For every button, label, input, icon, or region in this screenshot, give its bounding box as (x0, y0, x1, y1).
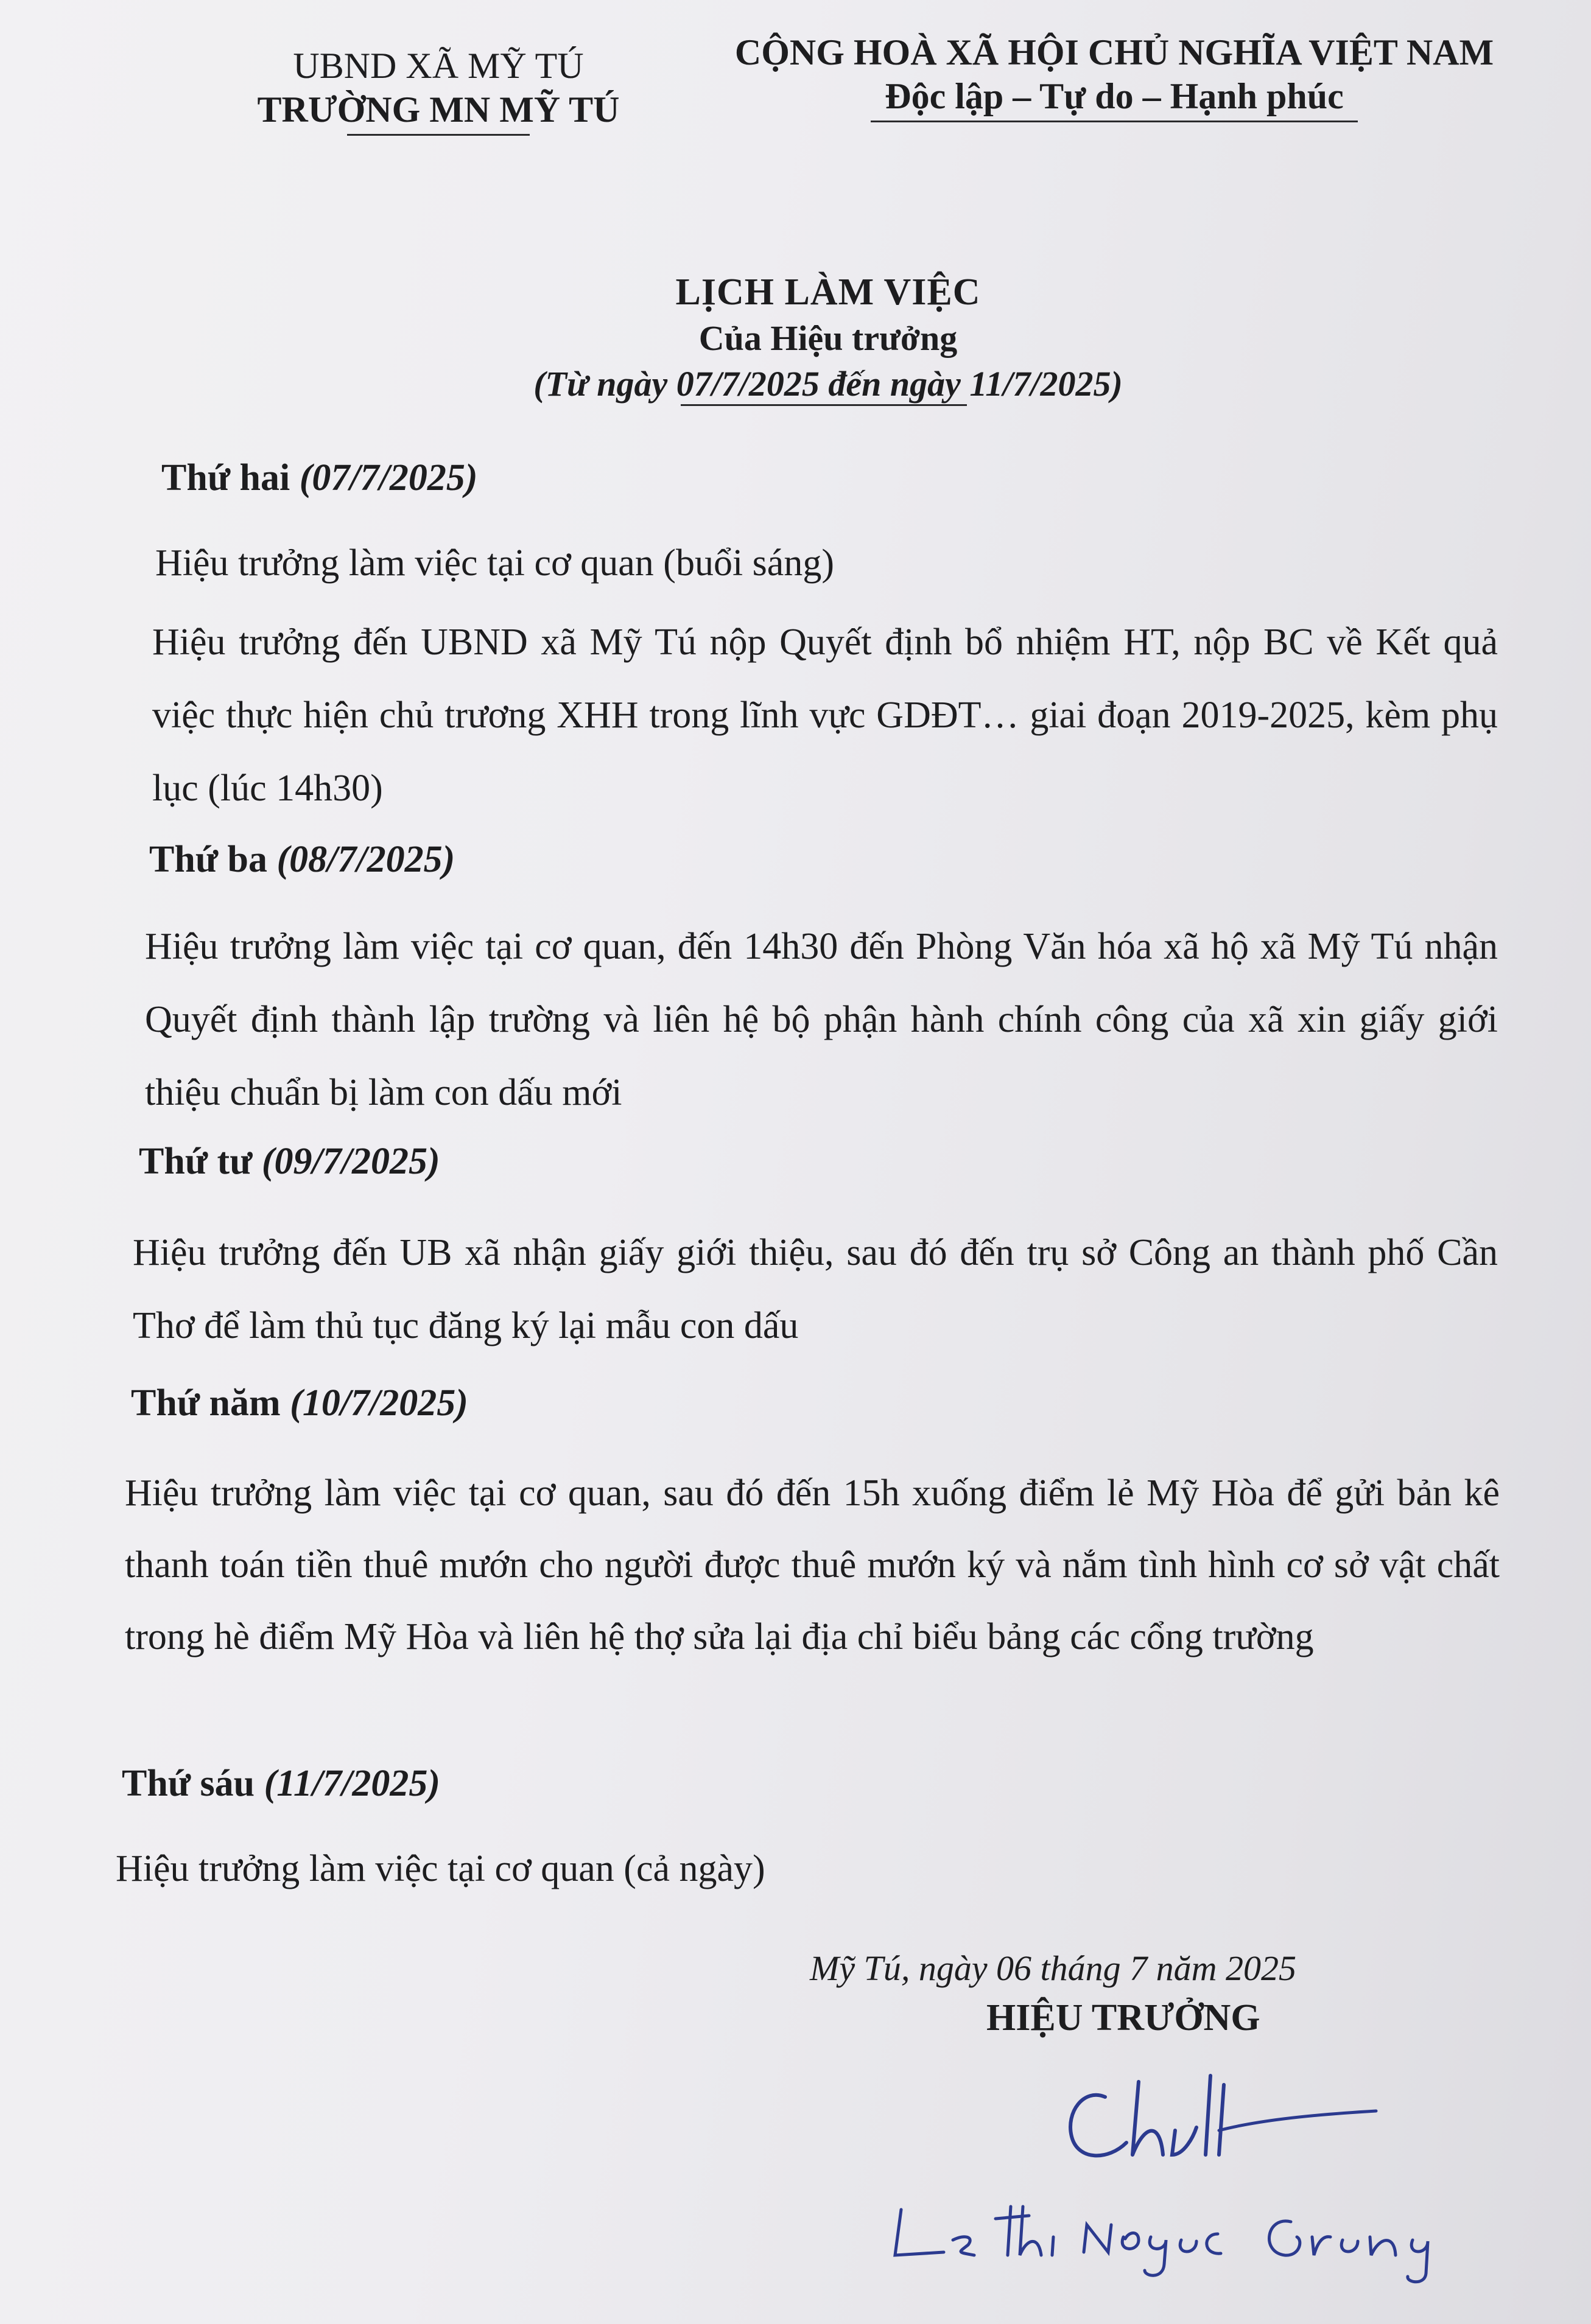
org-line-2: TRƯỜNG MN MỸ TÚ (257, 89, 620, 130)
schedule-paragraph: Hiệu trưởng làm việc tại cơ quan (buổi sáng) (155, 542, 834, 584)
schedule-paragraph: Hiệu trưởng đến UBND xã Mỹ Tú nộp Quyết định bổ nhiệm HT, nộp BC về Kết quả việc thực hiện chủ trương XHH trong lĩnh vực GDĐT… giai đoạn 2019-2025, kèm phụ lục (lúc 14h30) (152, 621, 1498, 809)
nation-line-2: Độc lập – Tự do – Hạnh phúc (885, 76, 1344, 116)
day-date: (08/7/2025) (276, 839, 455, 880)
document-subtitle: Của Hiệu trưởng (698, 318, 958, 358)
day-heading-monday (161, 453, 478, 502)
schedule-paragraph: Hiệu trưởng đến UB xã nhận giấy giới thiệu, sau đó đến trụ sở Công an thành phố Cần Thơ để làm thủ tục đăng ký lại mẫu con dấu (133, 1232, 1498, 1346)
handwritten-signature (1047, 2063, 1388, 2185)
day-date: (07/7/2025) (299, 457, 478, 499)
day-date: (10/7/2025) (290, 1382, 468, 1424)
schedule-paragraph: Hiệu trưởng làm việc tại cơ quan, sau đó đến 15h xuống điểm lẻ Mỹ Hòa để gửi bản kê thanh toán tiền thuê mướn cho người được thuê mướn ký và nắm tình hình cơ sở vật chất trong hè điểm Mỹ Hòa và liên hệ thợ sửa lại địa chỉ biểu bảng các cổng trường (125, 1472, 1500, 1657)
day-label: Thứ sáu (122, 1763, 255, 1804)
place-and-date: Mỹ Tú, ngày 06 tháng 7 năm 2025 (810, 1948, 1297, 1988)
signer-title: HIỆU TRƯỞNG (986, 1997, 1260, 2039)
day-label: Thứ hai (161, 457, 290, 499)
nation-line-1: CỘNG HOÀ XÃ HỘI CHỦ NGHĨA VIỆT NAM (734, 32, 1494, 72)
day-heading-friday (122, 1759, 440, 1808)
issuing-organization (183, 44, 694, 136)
day-date: (11/7/2025) (264, 1763, 440, 1804)
motto-underline (871, 121, 1358, 122)
day-heading-thursday (131, 1379, 468, 1427)
day-heading-wednesday (139, 1137, 440, 1186)
day-label: Thứ ba (149, 839, 268, 880)
national-motto (712, 30, 1516, 122)
org-line-1: UBND XÃ MỸ TÚ (293, 46, 584, 86)
day-heading-tuesday (149, 835, 455, 884)
schedule-paragraph: Hiệu trưởng làm việc tại cơ quan, đến 14h30 đến Phòng Văn hóa xã hộ xã Mỹ Tú nhận Quyết định thành lập trường và liên hệ bộ phận hành chính công của xã xin giấy giới thiệu chuẩn bị làm con dấu mới (145, 926, 1498, 1113)
date-range: (Từ ngày 07/7/2025 đến ngày 11/7/2025) (533, 364, 1123, 404)
day-label: Thứ tư (139, 1141, 253, 1182)
handwritten-signer-name (889, 2173, 1473, 2295)
day-date: (09/7/2025) (261, 1141, 440, 1182)
document-title-block (426, 268, 1230, 406)
day-label: Thứ năm (131, 1382, 281, 1424)
schedule-paragraph: Hiệu trưởng làm việc tại cơ quan (cả ngày) (116, 1848, 765, 1889)
document-title: LỊCH LÀM VIỆC (675, 271, 981, 313)
org-underline (347, 134, 530, 136)
